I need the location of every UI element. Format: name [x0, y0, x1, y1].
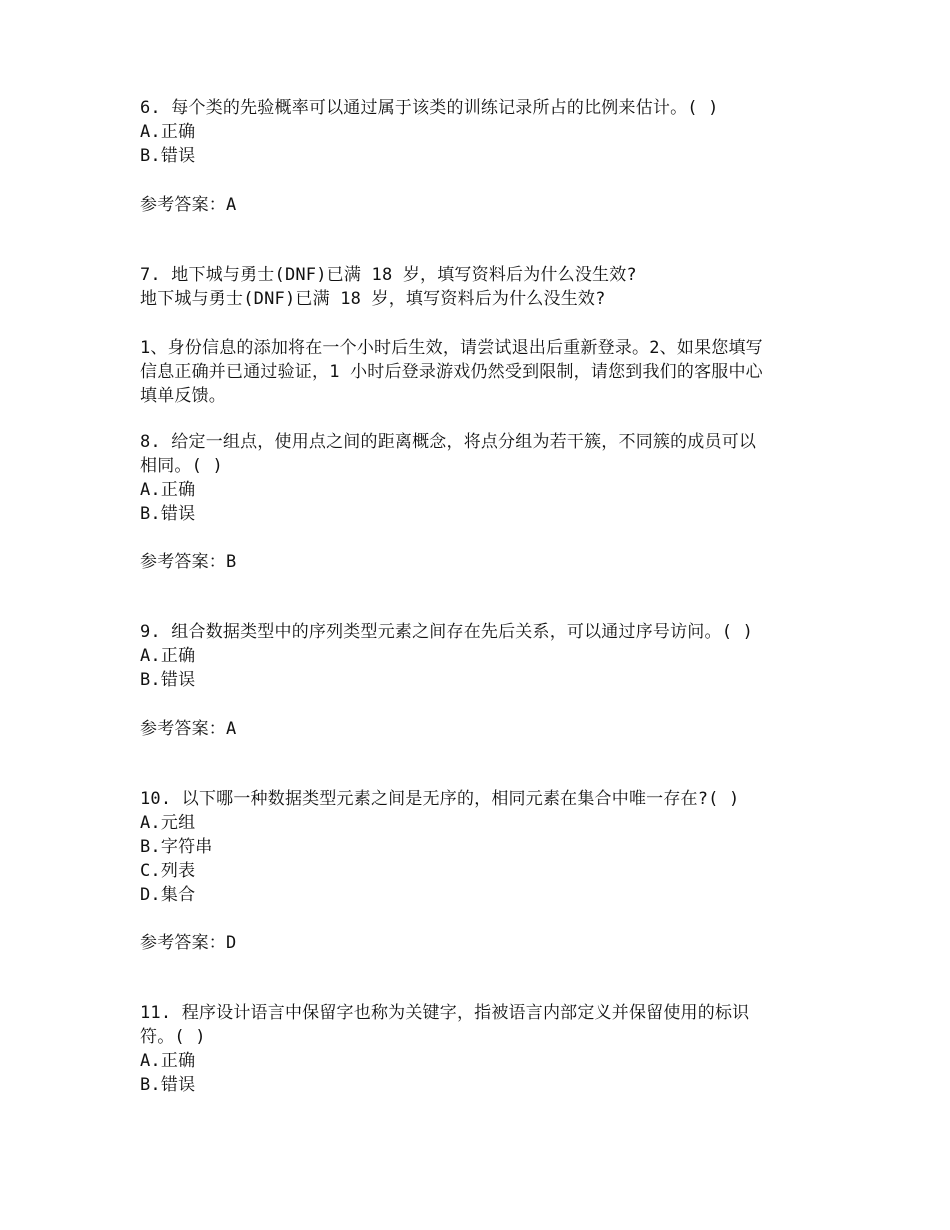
- q10-option-a: A.元组: [140, 813, 196, 833]
- q10-question: 10. 以下哪一种数据类型元素之间是无序的，相同元素在集合中唯一存在?( ): [140, 789, 740, 809]
- q9-option-b: B.错误: [140, 670, 196, 690]
- q6-option-b: B.错误: [140, 146, 196, 166]
- q8-question-line-2: 相同。( ): [140, 456, 223, 476]
- q9-answer: 参考答案：A: [140, 719, 237, 739]
- q11-option-a: A.正确: [140, 1051, 196, 1071]
- q11-option-b: B.错误: [140, 1075, 196, 1095]
- q9-option-a: A.正确: [140, 646, 196, 666]
- q6-question: 6. 每个类的先验概率可以通过属于该类的训练记录所占的比例来估计。( ): [140, 98, 719, 118]
- q11-question-line-1: 11. 程序设计语言中保留字也称为关键字，指被语言内部定义并保留使用的标识: [140, 1003, 750, 1023]
- q8-option-a: A.正确: [140, 480, 196, 500]
- q6-answer: 参考答案：A: [140, 195, 237, 215]
- q8-option-b: B.错误: [140, 504, 196, 524]
- q7-answer-line-1: 1、身份信息的添加将在一个小时后生效，请尝试退出后重新登录。2、如果您填写: [140, 338, 763, 358]
- q9-question: 9. 组合数据类型中的序列类型元素之间存在先后关系，可以通过序号访问。( ): [140, 622, 754, 642]
- q10-option-b: B.字符串: [140, 837, 213, 857]
- q10-answer: 参考答案：D: [140, 933, 237, 953]
- q6-option-a: A.正确: [140, 122, 196, 142]
- q7-question: 7. 地下城与勇士(DNF)已满 18 岁，填写资料后为什么没生效?: [140, 265, 637, 285]
- q7-answer-line-3: 填单反馈。: [140, 386, 226, 406]
- q10-option-d: D.集合: [140, 885, 196, 905]
- q7-question-repeat: 地下城与勇士(DNF)已满 18 岁，填写资料后为什么没生效?: [140, 289, 606, 309]
- q8-question-line-1: 8. 给定一组点，使用点之间的距离概念，将点分组为若干簇，不同簇的成员可以: [140, 432, 757, 452]
- q10-option-c: C.列表: [140, 861, 196, 881]
- q7-answer-line-2: 信息正确并已通过验证，1 小时后登录游戏仍然受到限制，请您到我们的客服中心: [140, 362, 763, 382]
- q8-answer: 参考答案：B: [140, 552, 237, 572]
- q11-question-line-2: 符。( ): [140, 1027, 206, 1047]
